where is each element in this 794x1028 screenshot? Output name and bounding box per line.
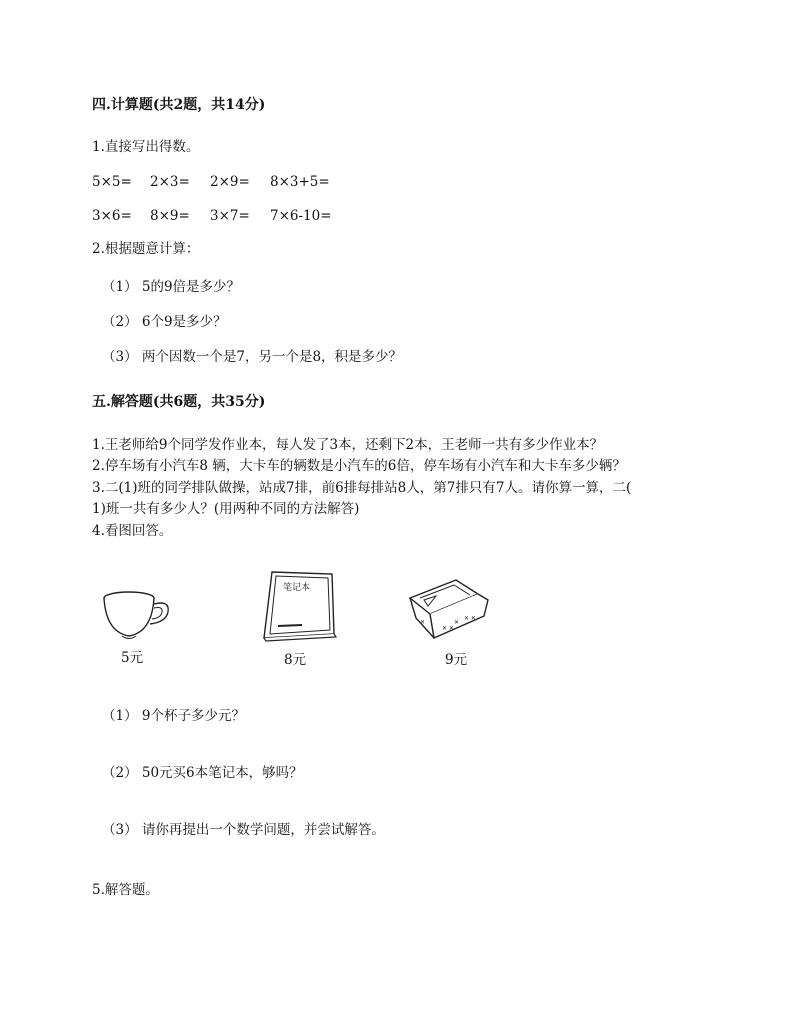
q2-item-2: （2） 6个9是多少？: [102, 314, 227, 330]
cup-icon: [100, 588, 174, 648]
calc-item: 5×5=: [92, 174, 132, 190]
notebook-cover-label: 笔记本: [283, 583, 311, 593]
q2-item-3: （3） 两个因数一个是7，另一个是8，积是多少？: [102, 349, 403, 365]
svg-text:✕: ✕: [420, 619, 426, 626]
calc-item: 7×6-10=: [270, 208, 332, 224]
calc-item: 2×3=: [150, 174, 190, 190]
pencil-box-price: 9元: [445, 652, 468, 668]
s5-q1: 1.王老师给9个同学发作业本，每人发了3本，还剩下2本，王老师一共有多少作业本？: [92, 437, 604, 453]
q2-prompt: 2.根据题意计算：: [92, 241, 200, 257]
s5-q2: 2.停车场有小汽车8 辆，大卡车的辆数是小汽车的6倍，停车场有小汽车和大卡车多少辆？: [92, 458, 626, 474]
calc-item: 2×9=: [210, 174, 250, 190]
pencil-box-icon: [406, 576, 492, 646]
s5-q5: 5.解答题。: [92, 882, 159, 898]
s5-q3-line2: 1)班一共有多少人？(用两种不同的方法解答): [92, 501, 360, 517]
s5-q4-prompt: 4.看图回答。: [92, 523, 173, 539]
s5-q3-line1: 3.二(1)班的同学排队做操，站成7排，前6排每排站8人，第7排只有7人。请你算一算，二(: [92, 480, 632, 496]
calc-item: 8×9=: [150, 208, 190, 224]
calc-item: 8×3+5=: [270, 174, 330, 190]
cup-price: 5元: [121, 650, 144, 666]
q4-sub-1: （1） 9个杯子多少元？: [102, 708, 245, 724]
q2-item-1: （1） 5的9倍是多少？: [102, 279, 241, 295]
calc-item: 3×7=: [210, 208, 250, 224]
q4-sub-3: （3） 请你再提出一个数学问题，并尝试解答。: [102, 822, 385, 838]
q1-prompt: 1.直接写出得数。: [92, 139, 200, 155]
q4-sub-2: （2） 50元买6本笔记本，够吗？: [102, 765, 303, 781]
calc-item: 3×6=: [92, 208, 132, 224]
svg-text:✕ ✕: ✕ ✕: [442, 625, 454, 632]
section4-title: 四.计算题(共2题，共14分): [92, 97, 266, 113]
svg-text:✕ ✕: ✕ ✕: [464, 615, 476, 622]
notebook-price: 8元: [284, 652, 307, 668]
section5-title: 五.解答题(共6题，共35分): [92, 394, 266, 410]
svg-text:✕: ✕: [454, 619, 460, 626]
